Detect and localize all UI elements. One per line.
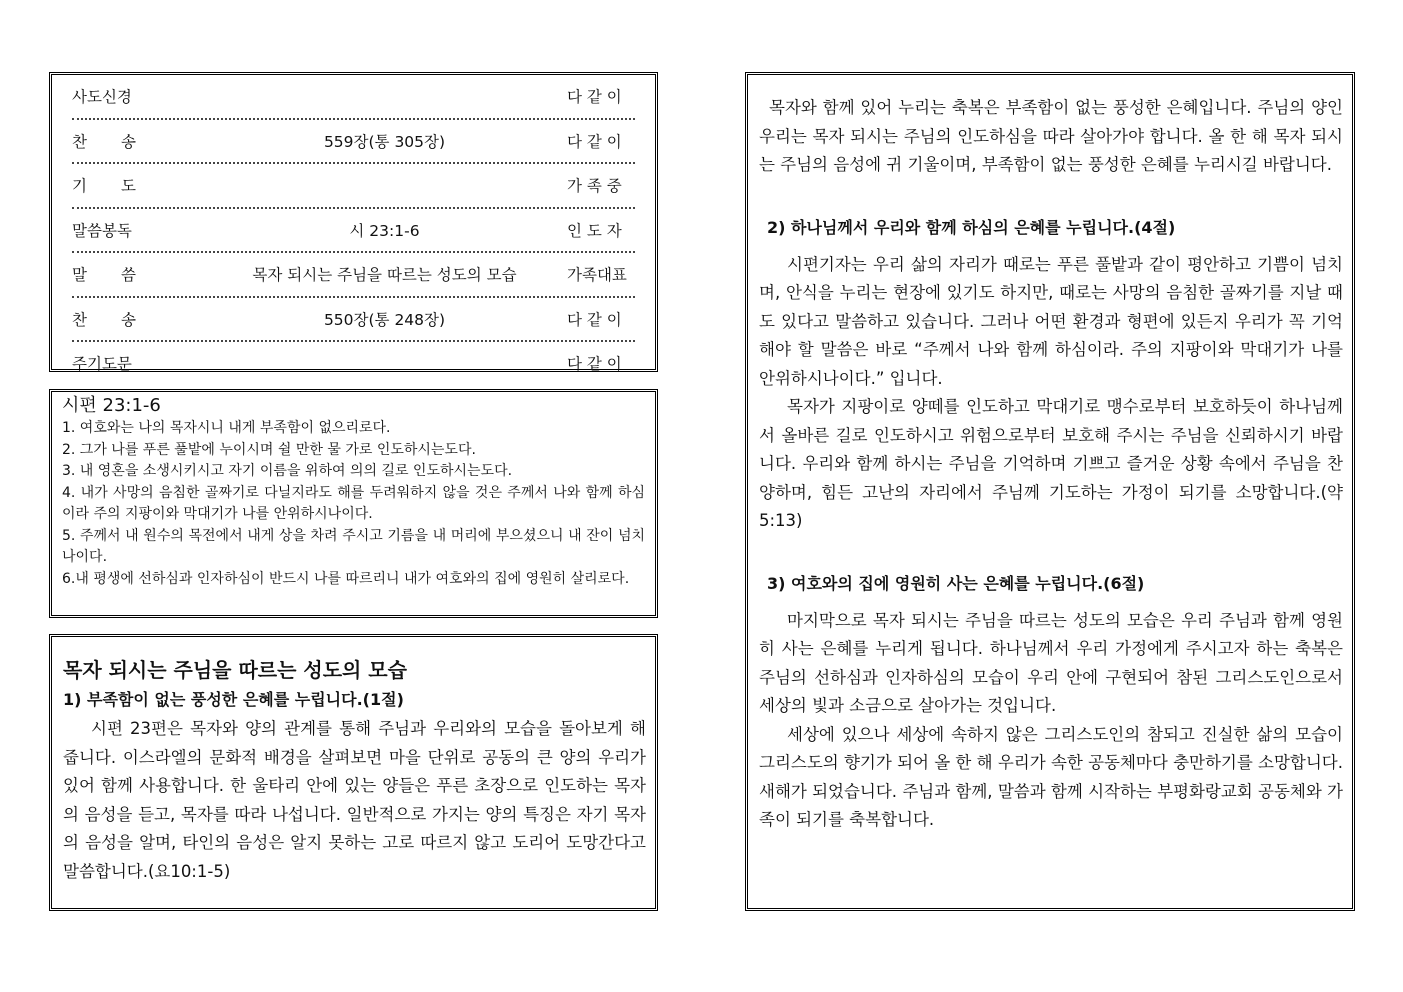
order-row xyxy=(72,253,635,298)
point2-text: 목자가 지팡이로 양떼를 인도하고 막대기로 맹수로부터 보호하듯이 하나님께서 올바른 길로 인도하시고 위험으로부터 보호해 주시는 주님을 신뢰하시기 바랍니다. 우리와 함께 하시는 주님을 기억하며 기쁘고 즐거운 상황 속에서 주님을 찬양하며, 힘든 고난의 자리에서 주님께 기도하는 가정이 되기를 소망합니다.(약5:13) xyxy=(759,397,1343,530)
psalm-verse: 6.내 평생에 선하심과 인자하심이 반드시 나를 따르리니 내가 여호와의 집에 영원히 살리로다. xyxy=(62,570,630,587)
order-leader: 가 족 중 xyxy=(567,177,622,196)
order-row xyxy=(72,75,635,120)
order-label: 사도신경 xyxy=(72,88,132,107)
order-row xyxy=(72,209,635,254)
point1-heading: 1) 부족함이 없는 풍성한 은혜를 누립니다.(1절) xyxy=(63,690,404,709)
order-content: 550장(통 248장) xyxy=(323,310,446,329)
order-row xyxy=(72,120,635,165)
order-leader: 가족대표 xyxy=(567,266,627,285)
point3-text: 마지막으로 목자 되시는 주님을 따르는 성도의 모습은 우리 주님과 함께 영원히 사는 은혜를 누리게 됩니다. 하나님께서 우리 가정에게 주시고자 하는 축복은 주님의 선하심과 인자하심의 모습이 우리 안에 구현되어 참된 그리스도인으로서 세상의 빛과 소금으로 살아가는 것입니다. xyxy=(759,610,1343,715)
point2-text: 시편기자는 우리 삶의 자리가 때로는 푸른 풀밭과 같이 평안하고 기쁨이 넘치며, 안식을 누리는 현장에 있기도 하지만, 때로는 사망의 음침한 골짜기를 지날 때도 있다고 말씀하고 있습니다. 그러나 어떤 환경과 형편에 있든지 우리가 꼭 기억해야 할 말씀은 바로 “주께서 나와 함께 하심이라. 주의 지팡이와 막대기가 나를 안위하시나이다.” 입니다. xyxy=(759,254,1343,388)
sermon-title: 목자 되시는 주님을 따르는 성도의 모습 xyxy=(63,658,407,682)
order-label: 말씀봉독 xyxy=(72,221,132,240)
psalm-verse: 4. 내가 사망의 음침한 골짜기로 다닐지라도 해를 두려워하지 않을 것은 주께서 나와 함께 하심이라 주의 지팡이와 막대기가 나를 안위하시나이다. xyxy=(62,484,645,522)
order-content: 목자 되시는 주님을 따르는 성도의 모습 xyxy=(252,266,517,285)
order-label: 찬 송 xyxy=(72,310,136,329)
order-row xyxy=(72,164,635,209)
order-leader: 다 같 이 xyxy=(567,132,622,151)
sermon-intro-box xyxy=(49,634,658,911)
psalm-verse: 3. 내 영혼을 소생시키시고 자기 이름을 위하여 의의 길로 인도하시는도다. xyxy=(62,463,513,479)
psalm-verse: 1. 여호와는 나의 목자시니 내게 부족함이 없으리로다. xyxy=(62,420,391,436)
order-leader: 다 같 이 xyxy=(567,355,622,374)
order-row xyxy=(72,342,635,385)
order-leader: 다 같 이 xyxy=(567,88,622,107)
psalm-verse: 5. 주께서 내 원수의 목전에서 내게 상을 차려 주시고 기름을 내 머리에 부으셨으니 내 잔이 넘치나이다. xyxy=(62,527,645,565)
order-label: 찬 송 xyxy=(72,132,136,151)
psalm-box xyxy=(49,389,658,618)
point1-continued: 목자와 함께 있어 누리는 축복은 부족함이 없는 풍성한 은혜입니다. 주님의 양인 우리는 목자 되시는 주님의 인도하심을 따라 살아가야 합니다. 올 한 해 목자 되시는 주님의 음성에 귀 기울이며, 부족함이 없는 풍성한 은혜를 누리시길 바랍니다. xyxy=(759,98,1343,174)
point1-text: 시편 23편은 목자와 양의 관계를 통해 주님과 우리와의 모습을 돌아보게 해 줍니다. 이스라엘의 문화적 배경을 살펴보면 마을 단위로 공동의 큰 양의 우리가 있어 함께 사용합니다. 한 울타리 안에 있는 양들은 푸른 초장으로 인도하는 목자의 음성을 듣고, 목자를 따라 나섭니다. 일반적으로 가지는 양의 특징은 자기 목자의 음성을 알며, 타인의 음성은 알지 못하는 고로 따르지 않고 도리어 도망간다고 말씀합니다.(요10:1-5) xyxy=(63,719,646,881)
order-content: 시 23:1-6 xyxy=(349,221,420,240)
order-content: 559장(통 305장) xyxy=(323,132,446,151)
point3-heading: 3) 여호와의 집에 영원히 사는 은혜를 누립니다.(6절) xyxy=(767,573,1145,593)
order-label: 기 도 xyxy=(72,177,136,196)
order-label: 말 씀 xyxy=(72,266,136,285)
point3-text: 세상에 있으나 세상에 속하지 않은 그리스도인의 참되고 진실한 삶의 모습이 그리스도의 향기가 되어 올 한 해 우리가 속한 공동체마다 충만하기를 소망합니다. 새해가 되었습니다. 주님과 함께, 말씀과 함께 시작하는 부평화랑교회 공동체와 가족이 되기를 축복합니다. xyxy=(759,724,1343,829)
order-leader: 인 도 자 xyxy=(567,221,622,240)
order-leader: 다 같 이 xyxy=(567,310,622,329)
psalm-verse: 2. 그가 나를 푸른 풀밭에 누이시며 쉴 만한 물 가로 인도하시는도다. xyxy=(62,441,476,458)
order-row xyxy=(72,298,635,343)
sermon-body-box xyxy=(745,72,1355,911)
point2-heading: 2) 하나님께서 우리와 함께 하심의 은혜를 누립니다.(4절) xyxy=(767,217,1176,237)
psalm-title: 시편 23:1-6 xyxy=(62,395,161,416)
order-of-service xyxy=(49,72,658,372)
order-label: 주기도문 xyxy=(72,355,132,374)
